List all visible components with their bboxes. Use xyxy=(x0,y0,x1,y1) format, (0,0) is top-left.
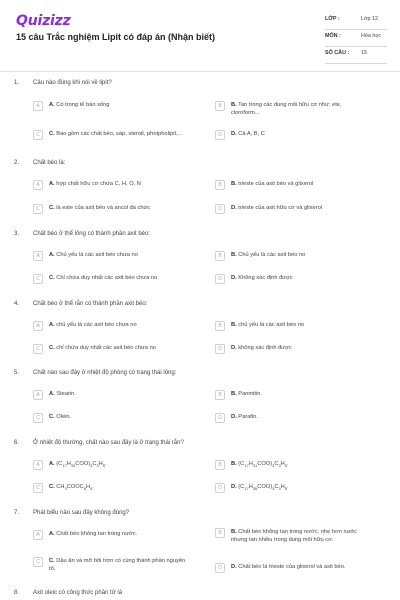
option-badge: A xyxy=(33,321,43,331)
worksheet-header xyxy=(0,0,400,72)
option-badge: D xyxy=(215,344,225,354)
option-text: chỉ chứa duy nhất các axit béo chưa no xyxy=(56,345,156,351)
meta-row-subject xyxy=(325,30,387,47)
option-letter: B. xyxy=(231,181,237,187)
option-badge: B xyxy=(215,180,225,190)
formula-segment: (C xyxy=(56,461,63,467)
option-badge: C xyxy=(33,130,43,140)
option-formula xyxy=(238,461,288,467)
formula-segment: COOC xyxy=(66,484,84,490)
option-text: Tan trong các dung môi hữu cơ như: ete, cloroform... xyxy=(231,102,342,116)
formula-segment: . xyxy=(92,484,94,490)
meta-key: MÔN : xyxy=(325,33,341,39)
formula-subscript: 35 xyxy=(252,486,258,492)
question-number: 5. xyxy=(14,370,20,376)
question-text: Chất béo ở thể rắn có thành phần axit béo: xyxy=(33,301,148,307)
formula-segment: C xyxy=(92,461,97,467)
option-badge: D xyxy=(215,204,225,214)
option-letter: A. xyxy=(49,391,55,397)
option-letter: A. xyxy=(49,252,55,258)
formula-subscript: 5 xyxy=(90,486,93,492)
option-badge: B xyxy=(215,251,225,261)
meta-key: LỚP : xyxy=(325,16,340,22)
option-letter: D. xyxy=(231,275,237,281)
option-badge: D xyxy=(215,563,225,573)
option-text: Parafin. xyxy=(238,414,258,420)
option-text: trieste của axit hữu cơ và glixerol xyxy=(238,205,323,211)
option-letter: D. xyxy=(231,131,237,137)
meta-value: 15 xyxy=(361,50,367,56)
meta-row-class xyxy=(325,13,387,30)
formula-segment: . xyxy=(286,461,289,467)
option-text: Panmitin. xyxy=(238,391,262,397)
option-text: không xác định được xyxy=(238,345,292,351)
option-letter: C. xyxy=(49,205,55,211)
option-letter: A. xyxy=(49,322,55,328)
formula-subscript: 3 xyxy=(90,463,93,469)
option-text: Bao gồm các chất béo, sáp, steroit, photpholipit,... xyxy=(56,131,183,137)
meta-row-count xyxy=(325,47,387,64)
question-number: 3. xyxy=(14,231,20,237)
option-badge: B xyxy=(215,390,225,400)
option-letter: C. xyxy=(49,558,55,564)
meta-value: Hóa học xyxy=(361,33,382,39)
formula-subscript: 17 xyxy=(244,463,249,469)
option-badge: A xyxy=(33,530,43,540)
question-text: Chất nào sau đây ở nhiệt độ phòng có trạng thái lỏng: xyxy=(33,370,177,376)
formula-segment: . xyxy=(286,484,289,490)
option-letter: D. xyxy=(231,484,237,490)
option-text: Cả A, B, C xyxy=(238,131,265,137)
formula-segment: . xyxy=(104,461,107,467)
formula-subscript: 6 xyxy=(83,486,86,492)
formula-segment: H xyxy=(86,484,91,490)
formula-segment: (C xyxy=(238,461,245,467)
formula-segment: C xyxy=(274,484,279,490)
question-number: 6. xyxy=(14,440,20,446)
meta-key: SỐ CÂU : xyxy=(325,50,350,56)
page-title: 15 câu Trắc nghiệm Lipit có đáp án (Nhận biết) xyxy=(16,32,216,42)
option-text: là este của axit béo và ancol đa chức xyxy=(56,205,151,211)
option-letter: B. xyxy=(231,529,237,535)
option-badge: A xyxy=(33,180,43,190)
option-text: Chất béo không tan trong nước, nhẹ hơn nước nhưng tan nhiều trong dung môi hữu cơ. xyxy=(231,529,358,543)
option-text: Chất béo là trieste của glixerol và axit béo. xyxy=(238,564,346,570)
question-number: 2. xyxy=(14,160,20,166)
option-text: chủ yếu là các axit béo chưa no xyxy=(56,322,137,328)
option-text: Chỉ chứa duy nhất các axit béo chưa no xyxy=(56,275,158,281)
option-formula xyxy=(56,484,94,490)
formula-subscript: 3 xyxy=(96,463,99,469)
question-text: Câu nào đúng khi nói về lipit? xyxy=(33,80,112,86)
option-badge: C xyxy=(33,557,43,567)
option-letter: A. xyxy=(49,531,55,537)
option-letter: D. xyxy=(231,205,237,211)
option-badge: B xyxy=(215,460,225,470)
option-badge: D xyxy=(215,413,225,423)
option-badge: D xyxy=(215,274,225,284)
header-divider xyxy=(0,71,400,72)
option-formula xyxy=(238,484,288,490)
question-text: Axit oleic có công thức phân tử là xyxy=(33,590,123,596)
formula-segment: (C xyxy=(238,484,245,490)
option-letter: C. xyxy=(49,275,55,281)
option-letter: A. xyxy=(49,102,55,108)
meta-panel xyxy=(325,13,387,64)
formula-subscript: 5 xyxy=(284,486,287,492)
formula-segment: COO) xyxy=(257,484,273,490)
question-text: Chất béo là: xyxy=(33,160,66,166)
question-text: Chất béo ở thể lỏng có thành phần axit béo: xyxy=(33,231,151,237)
formula-subscript: 33 xyxy=(70,463,76,469)
question-text: Ở nhiệt độ thường, chất nào sau đây là ở trạng thái rắn? xyxy=(33,440,184,446)
option-letter: C. xyxy=(49,131,55,137)
option-letter: B. xyxy=(231,322,237,328)
option-text: Olein. xyxy=(56,414,72,420)
option-letter: A. xyxy=(49,181,55,187)
option-badge: C xyxy=(33,344,43,354)
option-letter: C. xyxy=(49,345,55,351)
option-badge: A xyxy=(33,251,43,261)
option-text: Chủ yếu là các axit béo chưa no xyxy=(56,252,138,258)
quizizz-logo[interactable]: Quizizz xyxy=(16,13,71,29)
formula-subscript: 5 xyxy=(284,463,287,469)
option-badge: D xyxy=(215,483,225,493)
formula-subscript: 3 xyxy=(278,486,281,492)
question-text: Phát biểu nào sau đây không đúng? xyxy=(33,510,130,516)
option-badge: A xyxy=(33,101,43,111)
option-badge: D xyxy=(215,130,225,140)
option-text: Chủ yếu là các axit béo no xyxy=(238,252,306,258)
option-letter: A. xyxy=(49,461,55,467)
option-letter: B. xyxy=(231,252,237,258)
question-number: 1. xyxy=(14,80,20,86)
option-text: hợp chất hữu cơ chứa C, H, O, N xyxy=(56,181,141,187)
option-letter: D. xyxy=(231,414,237,420)
option-badge: C xyxy=(33,204,43,214)
formula-segment: COO) xyxy=(257,461,273,467)
option-text: Chất béo không tan trong nước. xyxy=(56,531,138,537)
option-letter: B. xyxy=(231,391,237,397)
option-text: chủ yếu là các axit béo no xyxy=(238,322,305,328)
formula-segment: H xyxy=(280,484,285,490)
question-number: 8. xyxy=(14,590,20,596)
option-badge: C xyxy=(33,274,43,284)
option-letter: D. xyxy=(231,345,237,351)
question-number: 7. xyxy=(14,510,20,516)
formula-segment: CH xyxy=(56,484,65,490)
formula-segment: C xyxy=(274,461,279,467)
option-text: Có trong tế bào sống xyxy=(56,102,110,108)
formula-subscript: 17 xyxy=(62,463,67,469)
option-letter: B. xyxy=(231,461,237,467)
option-text: Dầu ăn và mỡ bôi trơn có cùng thành phần nguyên tố. xyxy=(49,558,186,572)
option-formula xyxy=(56,461,106,467)
option-letter: D. xyxy=(231,564,237,570)
option-text: Không xác định được xyxy=(238,275,293,281)
formula-segment: H xyxy=(248,461,253,467)
option-letter: B. xyxy=(231,102,237,108)
formula-segment: COO) xyxy=(75,461,91,467)
question-number: 4. xyxy=(14,301,20,307)
option-badge: B xyxy=(215,321,225,331)
option-badge: C xyxy=(33,483,43,493)
option-letter: C. xyxy=(49,414,55,420)
formula-segment: H xyxy=(66,461,71,467)
option-badge: A xyxy=(33,460,43,470)
formula-subscript: 3 xyxy=(278,463,281,469)
formula-segment: H xyxy=(248,484,253,490)
formula-subscript: 5 xyxy=(102,463,105,469)
option-text: trieste của axit béo và glixerol xyxy=(238,181,314,187)
option-letter: C. xyxy=(49,484,55,490)
meta-value: Lớp 12 xyxy=(361,16,379,22)
option-badge: A xyxy=(33,390,43,400)
option-text: Stearin. xyxy=(56,391,76,397)
option-badge: B xyxy=(215,101,225,111)
formula-segment: H xyxy=(98,461,103,467)
formula-subscript: 3 xyxy=(272,463,275,469)
option-badge: B xyxy=(215,528,225,538)
formula-segment: H xyxy=(280,461,285,467)
formula-subscript: 3 xyxy=(64,486,67,492)
formula-subscript: 17 xyxy=(244,486,249,492)
formula-subscript: 31 xyxy=(252,463,258,469)
formula-subscript: 3 xyxy=(272,486,275,492)
option-badge: C xyxy=(33,413,43,423)
